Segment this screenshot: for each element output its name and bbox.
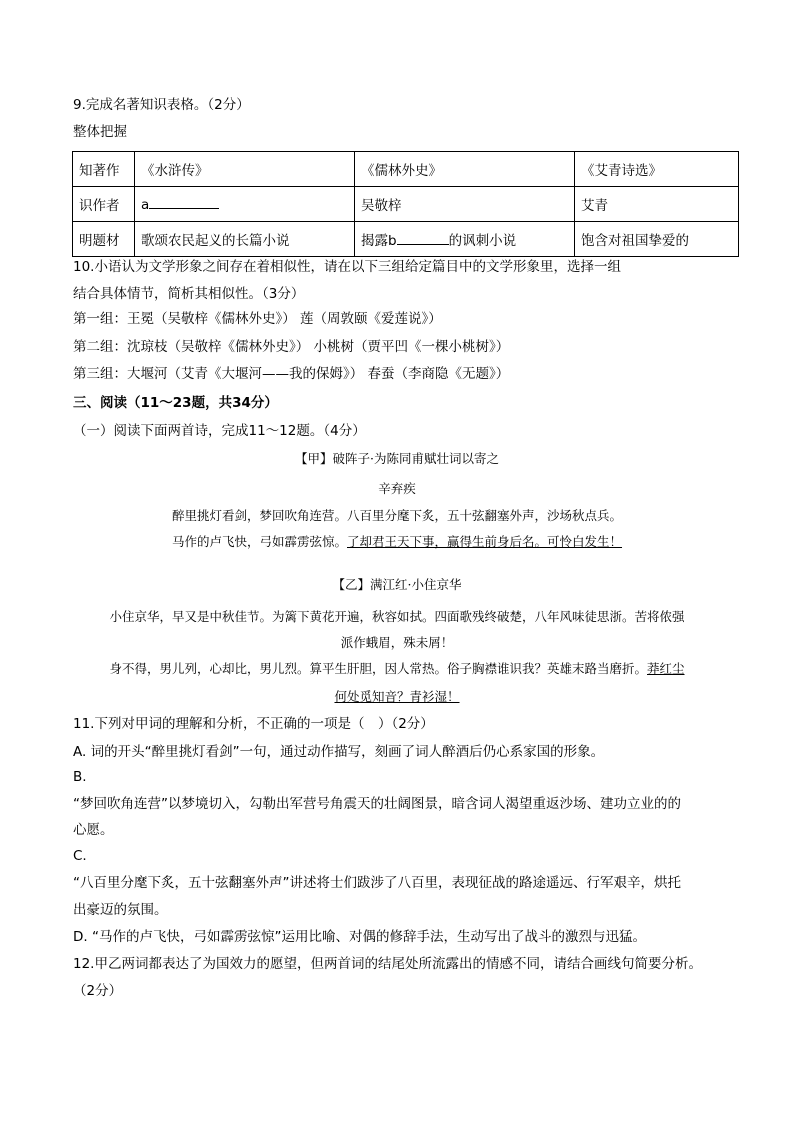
q10-group2: 第二组：沈琼枝（吴敬梓《儒林外史》） 小桃树（贾平凹《一棵小桃树》） [73, 339, 510, 355]
poem-b-line2: 派作蛾眉，殊未屑！ [340, 635, 454, 650]
table-cell: 艾青 [575, 187, 739, 222]
table-cell: 《儒林外史》 [355, 152, 575, 187]
table-cell: 饱含对祖国挚爱的 [575, 222, 739, 257]
q11-option-a: A. 词的开头“醉里挑灯看剑”一句，通过动作描写，刻画了词人醉酒后仍心系家国的形象。 [73, 744, 605, 760]
table-cell: 明题材 [73, 222, 135, 257]
q11-option-d: D. “马作的卢飞快，弓如霹雳弦惊”运用比喻、对偶的修辞手法，生动写出了战斗的激烈与迅猛。 [73, 929, 646, 945]
section-title: 三、阅读（11～23题，共34分） [73, 395, 278, 411]
knowledge-table [72, 151, 739, 257]
q12-stem-line2: （2分） [73, 983, 123, 999]
poem-a-line1: 醉里挑灯看剑，梦回吹角连营。八百里分麾下炙，五十弦翻塞外声，沙场秋点兵。 [171, 508, 622, 523]
fill-blank-b[interactable] [397, 232, 449, 245]
table-cell: 识作者 [73, 187, 135, 222]
q11-stem: 11.下列对甲词的理解和分析，不正确的一项是（ ）（2分） [73, 716, 434, 732]
table-row [73, 187, 739, 222]
poem-b-title: 【乙】满江红·小住京华 [332, 577, 462, 592]
poem-b-line4 [0, 688, 794, 706]
q10-stem-line2: 结合具体情节，简析其相似性。（3分） [73, 286, 305, 302]
q11-option-b-line1: “梦回吹角连营”以梦境切入，勾勒出军营号角震天的壮阔图景，暗含词人渴望重返沙场、建功立业的的 [73, 796, 681, 812]
poem-b-underlined-1: 莽红尘 [647, 661, 685, 676]
blank-label-b: 揭露b [361, 233, 397, 249]
q11-option-c-line2: 出豪迈的氛围。 [73, 902, 168, 918]
table-cell: 《水浒传》 [135, 152, 355, 187]
q9-stem: 9.完成名著知识表格。（2分） [73, 97, 250, 113]
q11-option-c-line1: “八百里分麾下炙，五十弦翻塞外声”讲述将士们跋涉了八百里，表现征战的路途遥远、行军艰辛，烘托 [73, 875, 681, 891]
table-cell-blank-a [135, 187, 355, 222]
part1-instruction: （一）阅读下面两首诗，完成11～12题。（4分） [73, 423, 366, 439]
q11-option-b-line2: 心愿。 [73, 822, 114, 838]
table-row [73, 152, 739, 187]
table-cell: 歌颂农民起义的长篇小说 [135, 222, 355, 257]
blank-suffix-b: 的讽刺小说 [448, 233, 517, 249]
q11-option-c-label: C. [73, 848, 87, 864]
poem-a-author: 辛弃疾 [378, 481, 416, 496]
poem-b-line1: 小住京华，早又是中秋佳节。为篱下黄花开遍，秋容如拭。四面歌残终破楚，八年风味徒思浙。苦将侬强 [109, 609, 685, 624]
poem-a-line2 [0, 533, 794, 551]
q10-stem-line1: 10.小语认为文学形象之间存在着相似性，请在以下三组给定篇目中的文学形象里，选择一组 [73, 259, 621, 275]
q10-group3: 第三组：大堰河（艾青《大堰河——我的保姆》） 春蚕（李商隐《无题》） [73, 366, 510, 382]
poem-a-underlined: 了却君王天下事，赢得生前身后名。可怜白发生！ [347, 534, 623, 549]
table-row [73, 222, 739, 257]
q9-subtitle: 整体把握 [73, 124, 127, 140]
table-cell-blank-b [355, 222, 575, 257]
q10-group1: 第一组：王冕（吴敬梓《儒林外史》） 莲（周敦颐《爱莲说》） [73, 311, 442, 327]
poem-a-line2-plain: 马作的卢飞快，弓如霹雳弦惊。 [171, 534, 347, 549]
q11-option-b-label: B. [73, 769, 87, 785]
poem-b-line3-plain: 身不得，男儿列，心却比，男儿烈。算平生肝胆，因人常热。俗子胸襟谁识我？英雄末路当磨折。 [109, 661, 647, 676]
table-cell: 知著作 [73, 152, 135, 187]
poem-b-underlined-2: 何处觅知音？青衫湿！ [334, 689, 460, 704]
poem-b-line3 [0, 660, 794, 678]
table-cell: 吴敬梓 [355, 187, 575, 222]
poem-a-title: 【甲】破阵子·为陈同甫赋壮词以寄之 [295, 451, 499, 466]
blank-label-a: a [141, 196, 150, 213]
fill-blank-a[interactable] [149, 196, 219, 209]
table-cell: 《艾青诗选》 [575, 152, 739, 187]
q12-stem-line1: 12.甲乙两词都表达了为国效力的愿望，但两首词的结尾处所流露出的情感不同，请结合画线句简要分析。 [73, 956, 702, 972]
